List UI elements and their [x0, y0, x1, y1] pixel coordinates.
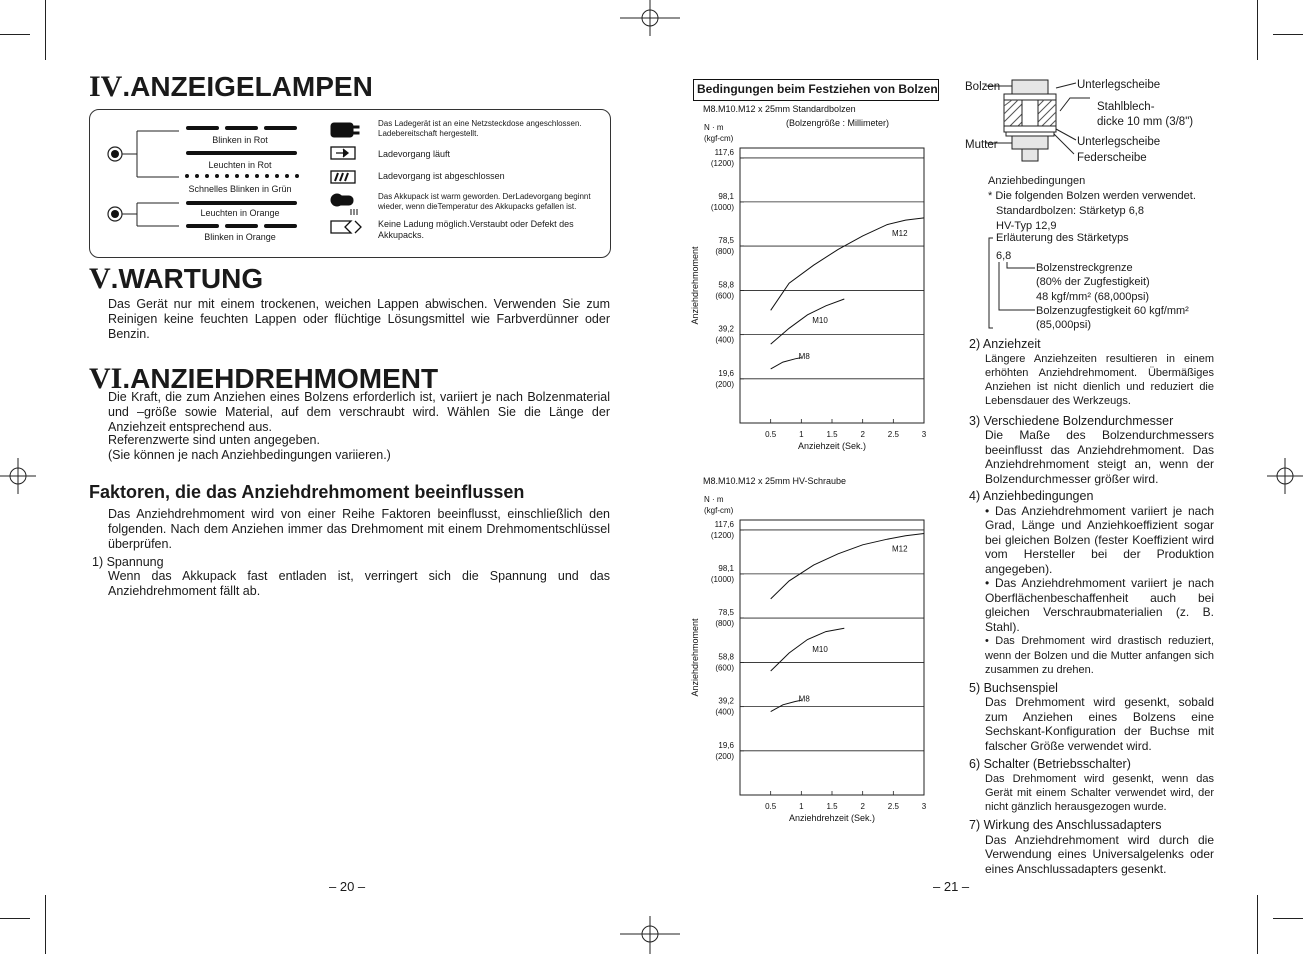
page-number-left: – 20 – — [329, 879, 366, 894]
x-tick-label: 2 — [860, 430, 865, 439]
section-6-title: .ANZIEHDREHMOMENT — [122, 363, 439, 394]
series-label: M8 — [798, 694, 810, 704]
chart-title: M8.M10.M12 x 25mm Standardbolzen — [703, 104, 856, 114]
x-tick-label: 2.5 — [887, 802, 899, 811]
chart-title: M8.M10.M12 x 25mm HV-Schraube — [703, 476, 847, 486]
factor-6-title: 6) Schalter (Betriebsschalter) — [969, 757, 1131, 771]
x-tick-label: 1 — [799, 802, 804, 811]
series-line-m8 — [771, 700, 802, 711]
conditions-line: * Die folgenden Bolzen werden verwendet. — [988, 190, 1196, 202]
y-unit: N · m — [704, 495, 724, 504]
lamp-description: Das Ladegerät ist an eine Netzsteckdose angeschlossen. Ladebereitschaft hergestellt. — [378, 119, 582, 138]
steel-plate-label: Stahlblech- — [1097, 101, 1155, 113]
factor-2-text: Längere Anziehzeiten resultieren in einem erhöhten Anziehdrehmoment. Übermäßiges Anziehen ist nicht dienlich und reduziert die Lebensdauer des Werkzeugs. — [985, 352, 1214, 407]
series-label: M12 — [892, 228, 908, 238]
factor-4-bullet: • Das Anziehdrehmoment variiert je nach Grad, Länge und Anziehkoeffizient sogar bei gleichen Bolzen (fester Koeffizient wird vom Hersteller bei der Produktion angegeben). — [985, 503, 1214, 576]
bolt-conditions-title: Bedingungen beim Festziehen von Bolzen — [697, 82, 938, 96]
washer-label: Unterlegscheibe — [1077, 136, 1161, 148]
chart-hv — [686, 472, 936, 832]
y-tick-label: 98,1 — [718, 191, 734, 201]
series-label: M10 — [812, 645, 828, 655]
factor-7-text: Das Anziehdrehmoment wird durch die Verwendung eines Universalgelenks oder eines Anschlussadapters gesenkt. — [985, 832, 1214, 876]
plug-icon — [331, 123, 359, 137]
plot-frame — [740, 520, 924, 795]
thermometer-icon — [331, 194, 357, 215]
y-tick-label: 39,2 — [718, 696, 734, 706]
section-4-numeral: IV — [89, 70, 123, 103]
conditions-line: HV-Typ 12,9 — [996, 220, 1057, 232]
x-tick-label: 1.5 — [826, 802, 838, 811]
lamp-description: Keine Ladung möglich.Verstaubt oder Defekt des Akkupacks. — [378, 219, 574, 240]
strength-line: (80% der Zugfestigkeit) — [1036, 276, 1150, 289]
y-tick-label-sub: (1000) — [710, 574, 734, 584]
factor-4-bullet: • Das Anziehdrehmoment variiert je nach Oberflächenbeschaffenheit auch bei gleichen Verschraubmaterialien (z. B. Stahl). — [985, 576, 1214, 634]
lamp-label: Blinken in Orange — [204, 232, 276, 242]
factor-1-text: Wenn das Akkupack fast entladen ist, verringert sich die Spannung und das Anziehdrehmoment fällt ab. — [108, 569, 610, 598]
section-6-numeral: VI — [89, 362, 123, 395]
plot-frame — [740, 148, 924, 423]
strength-line: 48 kgf/mm² (68,000psi) — [1036, 290, 1150, 303]
factor-6-text: Das Drehmoment wird gesenkt, wenn das Gerät mit einem Schalter verwendet wird, der nicht gänzlich herausgezogen wurde. — [985, 772, 1214, 814]
nut-label: Mutter — [965, 139, 998, 151]
x-tick-label: 3 — [921, 802, 927, 811]
x-axis-label: Anziehzeit (Sek.) — [797, 441, 867, 451]
y-tick-label: 39,2 — [718, 324, 734, 334]
lamp-description: Ladevorgang ist abgeschlossen — [378, 171, 505, 181]
chart-standard — [686, 100, 936, 460]
series-line-m12 — [771, 534, 924, 599]
series-line-m8 — [771, 358, 802, 369]
y-tick-label-sub: (1200) — [710, 530, 734, 540]
strength-explanation: Erläuterung des Stärketyps — [996, 232, 1129, 244]
spring-washer-label: Federscheibe — [1077, 152, 1147, 164]
section-4-title: .ANZEIGELAMPEN — [122, 71, 373, 102]
y-tick-label-sub: (1000) — [710, 202, 734, 212]
section-5-title: .WARTUNG — [110, 263, 264, 294]
x-tick-label: 0.5 — [765, 802, 777, 811]
page-number-right: – 21 – — [933, 879, 970, 894]
y-tick-label-sub: (400) — [715, 335, 734, 345]
lamp-label: Leuchten in Orange — [200, 208, 280, 218]
y-unit: N · m — [704, 123, 724, 132]
x-axis-label: Anziehdrehzeit (Sek.) — [788, 813, 876, 823]
chart-subtitle: (Bolzengröße : Millimeter) — [786, 118, 890, 128]
y-unit-sub: (kgf-cm) — [704, 134, 734, 143]
bolt-label: Bolzen — [965, 81, 1001, 93]
factor-3-title: 3) Verschiedene Bolzendurchmesser — [969, 413, 1174, 428]
y-tick-label: 19,6 — [718, 740, 734, 750]
x-tick-label: 1.5 — [826, 430, 838, 439]
y-unit-sub: (kgf-cm) — [704, 506, 734, 515]
torque-note: (Sie können je nach Anziehbedingungen variieren.) — [108, 448, 391, 462]
y-tick-label-sub: (800) — [715, 247, 734, 257]
charging-icon — [331, 147, 355, 159]
y-tick-label: 58,8 — [718, 280, 734, 290]
factors-text: Das Anziehdrehmoment wird von einer Reihe Faktoren beeinflusst, einschließlich den folgenden. Nach dem Anziehen immer das Drehmoment mit einem Drehmomentschlüssel überprüfen. — [108, 507, 610, 551]
x-tick-label: 2 — [860, 802, 865, 811]
section-5-heading — [89, 262, 263, 296]
torque-text: Die Kraft, die zum Anziehen eines Bolzens erforderlich ist, variiert je nach Bolzenmaterial und –größe sowie Material, auf dem verschraubt wird. Wählen Sie die Länge der Anziehzeit entsprechend aus. — [108, 390, 610, 434]
series-label: M8 — [798, 351, 810, 361]
strength-line: Bolzenstreckgrenze — [1036, 262, 1133, 274]
strength-line: Bolzenzugfestigkeit 60 kgf/mm² — [1036, 304, 1189, 317]
factor-items — [969, 337, 1214, 876]
y-tick-label-sub: (600) — [715, 663, 734, 673]
factor-4-bullet: • Das Drehmoment wird drastisch reduziert, wenn der Bolzen und die Mutter anfangen sich zusammen zu drehen. — [985, 635, 1214, 676]
series-line-m10 — [771, 628, 845, 671]
section-4-heading — [89, 70, 373, 104]
battery-full-icon — [331, 171, 355, 183]
factor-5-text: Das Drehmoment wird gesenkt, sobald zum Anziehen eines Bolzens eine Sechskant-Konfiguration der Buchse mit falscher Größe verwendet wird. — [985, 695, 1214, 753]
strength-grade: 6,8 — [996, 250, 1012, 262]
series-label: M10 — [812, 316, 828, 326]
y-tick-label: 78,5 — [718, 608, 734, 618]
defect-battery-icon — [331, 221, 361, 233]
factor-4-title: 4) Anziehbedingungen — [969, 489, 1094, 503]
y-tick-label: 117,6 — [714, 519, 734, 529]
y-tick-label-sub: (200) — [715, 379, 734, 389]
y-axis-label: Anziehdrehmoment — [690, 618, 700, 697]
conditions-line: Standardbolzen: Stärketyp 6,8 — [996, 205, 1144, 217]
y-tick-label: 98,1 — [718, 563, 734, 573]
y-tick-label-sub: (200) — [715, 751, 734, 761]
lamp-description: Ladevorgang läuft — [378, 149, 451, 159]
steel-plate-label: dicke 10 mm (3/8") — [1097, 116, 1194, 128]
y-axis-label: Anziehdrehmoment — [690, 246, 700, 325]
y-tick-label-sub: (1200) — [710, 158, 734, 168]
lamp-label: Leuchten in Rot — [208, 160, 272, 170]
x-tick-label: 3 — [921, 430, 927, 439]
y-tick-label-sub: (600) — [715, 291, 734, 301]
series-label: M12 — [892, 544, 908, 554]
series-line-m10 — [771, 299, 845, 344]
washer-label: Unterlegscheibe — [1077, 79, 1161, 91]
conditions-block — [988, 174, 1196, 234]
y-tick-label: 19,6 — [718, 368, 734, 378]
y-tick-label: 117,6 — [714, 147, 734, 157]
maintenance-text: Das Gerät nur mit einem trockenen, weichen Lappen abwischen. Verwenden Sie zum Reinigen keine feuchten Lappen oder flüchtige Lösungsmittel wie Farbverdünner oder Benzin. — [108, 297, 610, 341]
factor-5-title: 5) Buchsenspiel — [969, 680, 1058, 695]
lamp-description: Das Akkupack ist warm geworden. DerLadevorgang beginnt wieder, wenn dieTemperatur des Akkupacks gefallen ist. — [378, 192, 591, 211]
x-tick-label: 0.5 — [765, 430, 777, 439]
section-5-numeral: V — [89, 262, 111, 295]
factors-heading: Faktoren, die das Anziehdrehmoment beeinflussen — [89, 482, 525, 502]
y-tick-label-sub: (400) — [715, 707, 734, 717]
x-tick-label: 1 — [799, 430, 804, 439]
strength-line: (85,000psi) — [1036, 319, 1092, 332]
strength-details — [1036, 261, 1189, 332]
lamp-label: Schnelles Blinken in Grün — [188, 184, 292, 194]
y-tick-label-sub: (800) — [715, 619, 734, 629]
y-tick-label: 58,8 — [718, 652, 734, 662]
factor-1-title: 1) Spannung — [92, 555, 164, 569]
conditions-title: Anziehbedingungen — [988, 175, 1086, 187]
factor-7-title: 7) Wirkung des Anschlussadapters — [969, 818, 1162, 833]
x-tick-label: 2.5 — [887, 430, 899, 439]
torque-reference: Referenzwerte sind unten angegeben. — [108, 433, 320, 447]
y-tick-label: 78,5 — [718, 236, 734, 246]
factor-2-title: 2) Anziehzeit — [969, 337, 1041, 351]
lamp-label: Blinken in Rot — [212, 135, 268, 145]
factor-3-text: Die Maße des Bolzendurchmessers beeinflusst das Anziehdrehmoment. Das Anziehdrehmoment steigt an, wenn der Bolzendurchmesser größer wird. — [985, 428, 1214, 486]
